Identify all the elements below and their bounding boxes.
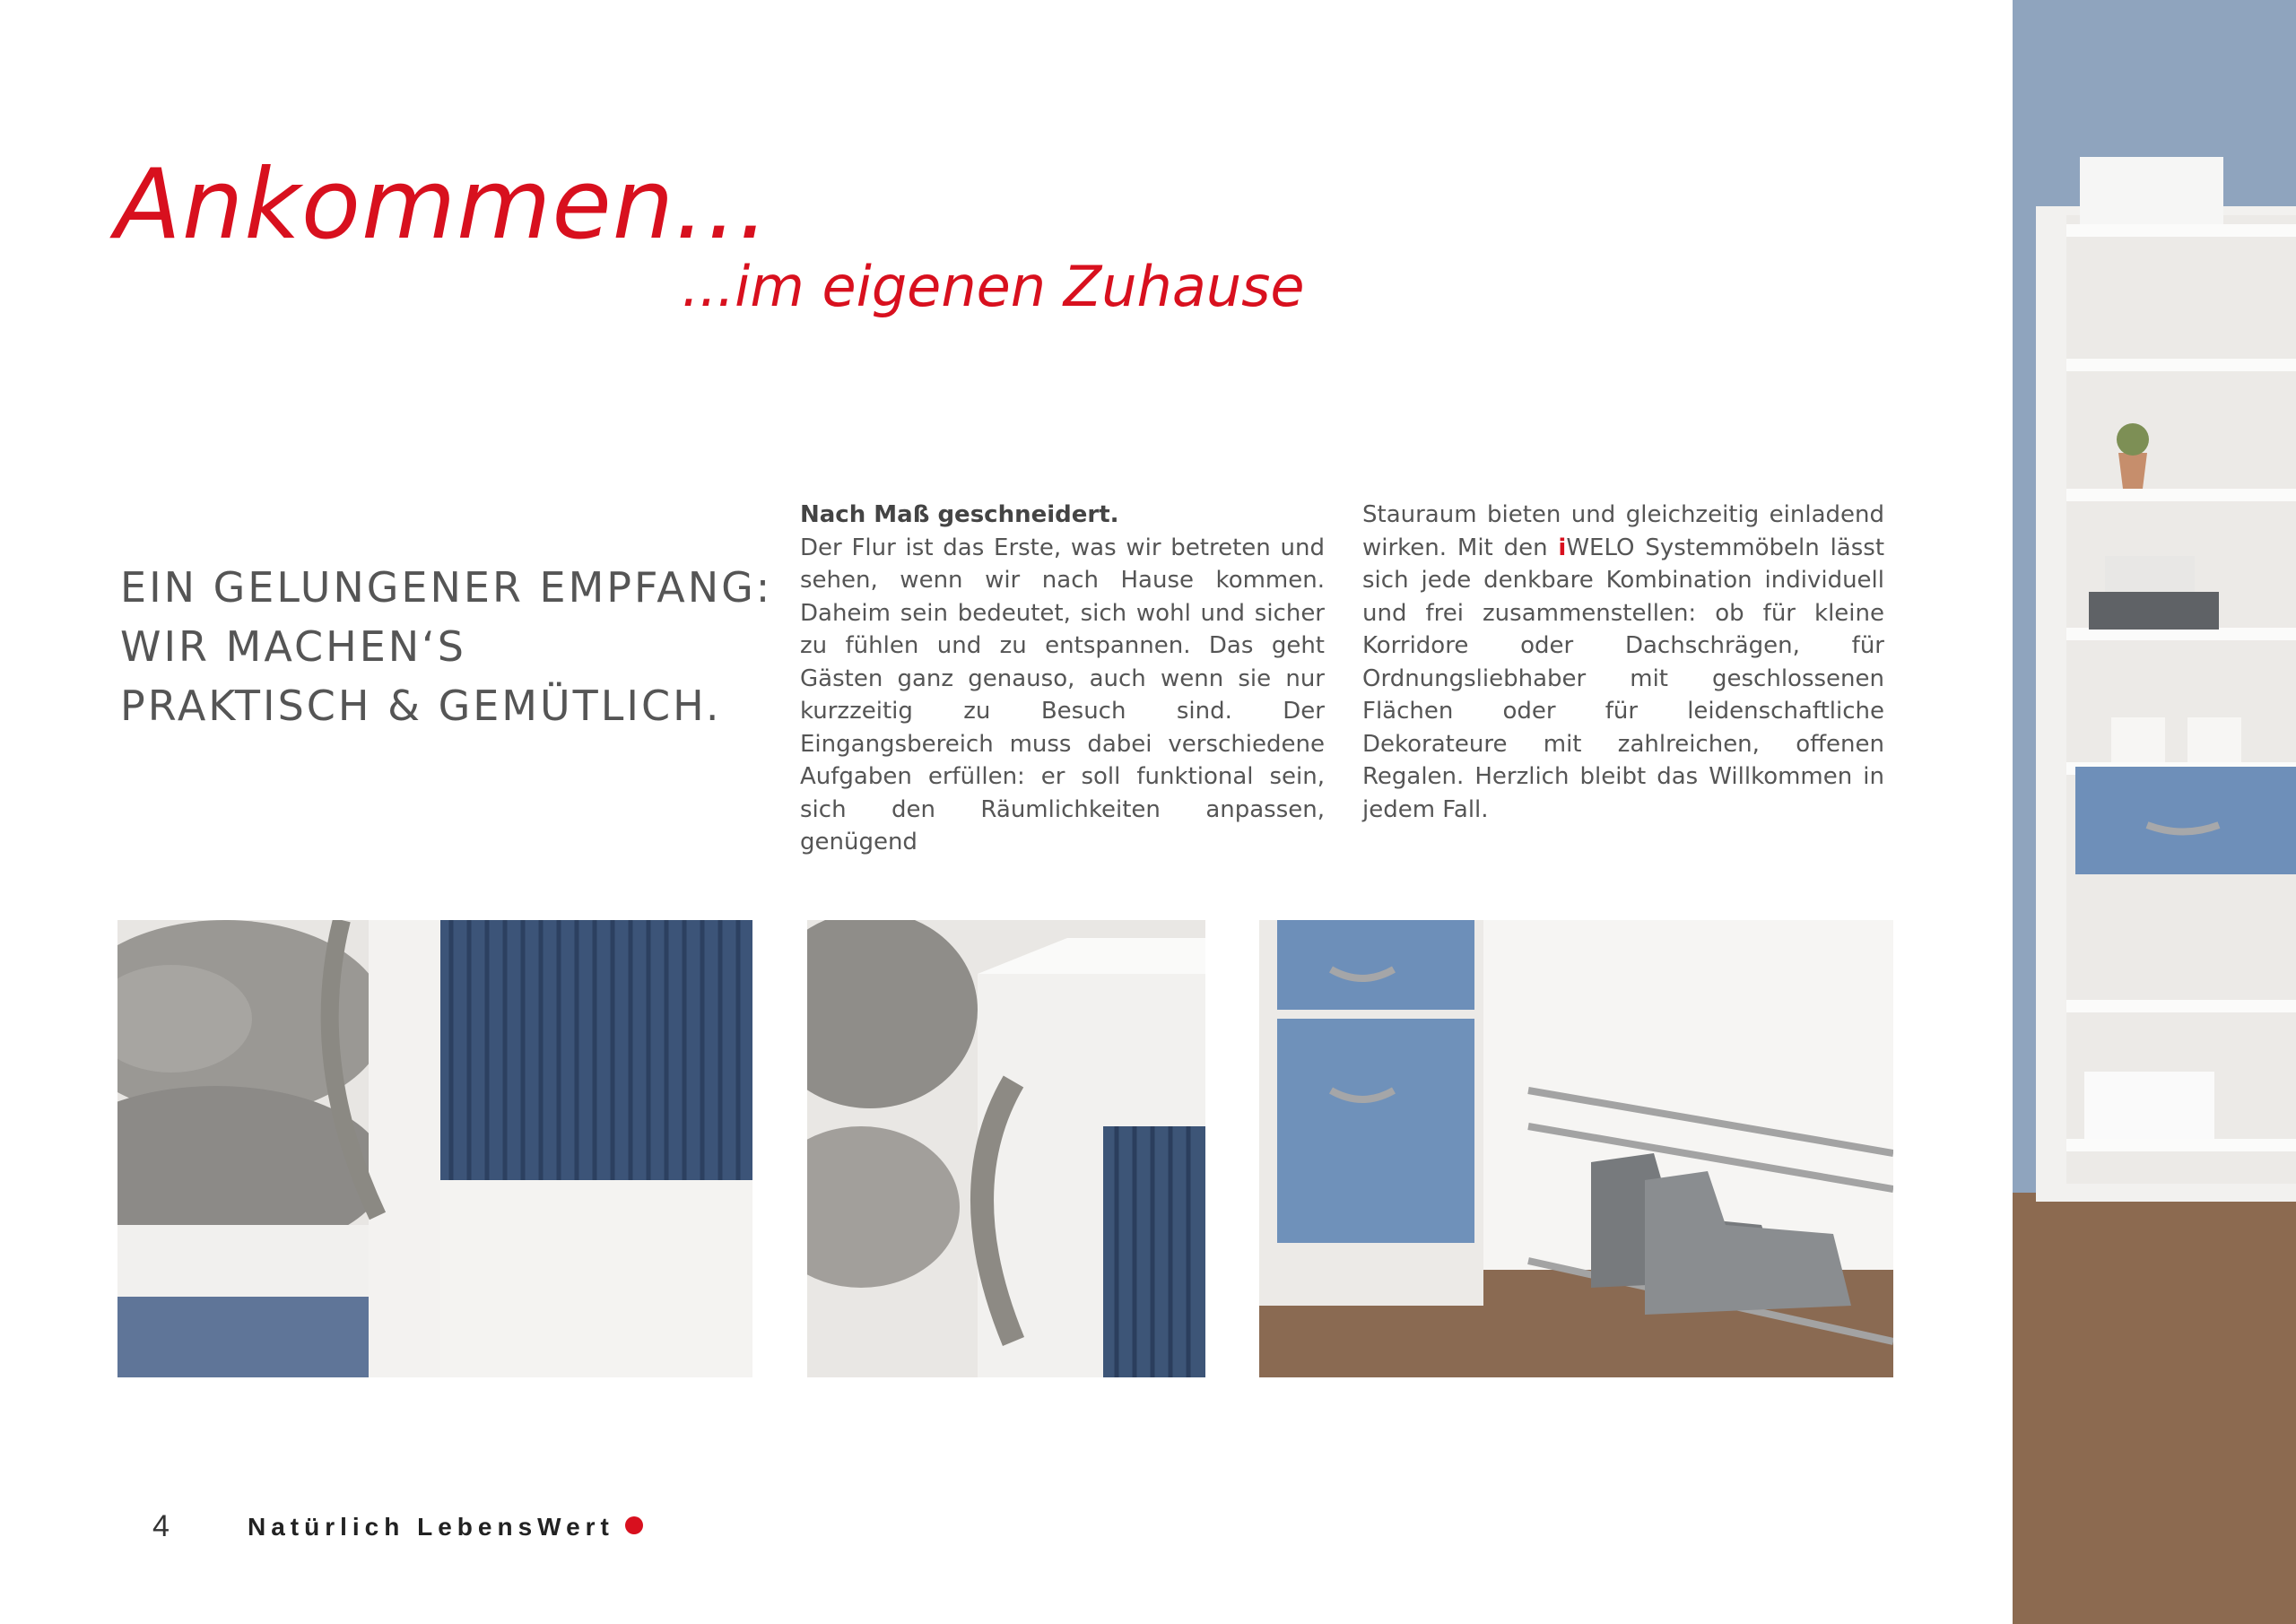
photo-shelf-unit	[2013, 0, 2296, 1624]
photo-shoe-rack	[1259, 920, 1893, 1377]
page-number: 4	[152, 1509, 170, 1543]
headline-line-1: EIN GELUNGENER EMPFANG:	[120, 563, 773, 612]
body-column-2	[1362, 499, 1884, 826]
body-text-2a: Stauraum bieten und gleichzeitig einladend wirken. Mit den	[1362, 501, 1884, 561]
page-title: Ankommen...	[115, 149, 770, 261]
headline	[120, 558, 802, 735]
headline-line-3: PRAKTISCH & GEMÜTLICH.	[120, 682, 722, 730]
body-column-1	[800, 499, 1325, 859]
body-heading: Nach Maß geschneidert.	[800, 501, 1119, 528]
body-text-1: Der Flur ist das Erste, was wir betreten und sehen, wenn wir nach Hause kommen. Daheim sein bedeutet, sich wohl und sicher zu fühlen und zu entspannen. Das geht Gästen ganz genauso, auch wenn sie nur kurzzeitig zu Besuch sind. Der Eingangsbereich muss dabei verschiedene Aufgaben erfüllen: er soll funktional sein, sich den Räumlichkeiten anpassen, genügend	[800, 534, 1325, 855]
body-text-2b: Systemmöbeln lässt sich jede denkbare Kombination individuell und frei zusammenstellen: ob für kleine Korridore oder Dachschrägen, für Ordnungsliebhaber mit geschlossenen Flächen oder für leidenschaftliche Dekorateure mit zahlreichen, offenen Regalen. Herzlich bleibt das Willkommen in jedem Fall.	[1362, 534, 1885, 823]
footer-dot-icon	[625, 1516, 643, 1534]
brand-rest: WELO	[1566, 534, 1635, 561]
footer-tagline: Natürlich LebensWert	[248, 1513, 614, 1541]
photo-detail-joint-handle	[807, 920, 1205, 1377]
headline-line-2: WIR MACHEN‘S	[120, 622, 466, 671]
brand-name	[1558, 534, 1634, 561]
photo-detail-handle-panel	[117, 920, 752, 1377]
page-subtitle: ...im eigenen Zuhause	[682, 254, 1305, 319]
brand-i: i	[1558, 534, 1567, 561]
